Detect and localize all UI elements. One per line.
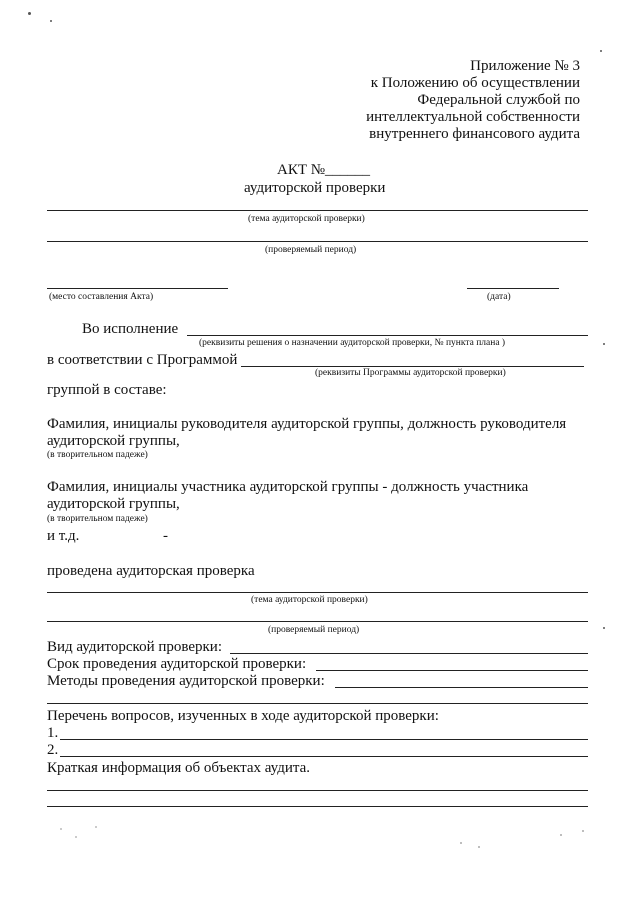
methods-label: Методы проведения аудиторской проверки: bbox=[47, 673, 325, 689]
scan-speck bbox=[603, 627, 605, 629]
appendix-header bbox=[366, 58, 580, 143]
appendix-line: Федеральной службой по bbox=[417, 92, 580, 108]
scan-speck bbox=[95, 826, 97, 828]
period-hint-2: (проверяемый период) bbox=[268, 625, 360, 635]
scan-speck bbox=[460, 842, 462, 844]
type-label: Вид аудиторской проверки: bbox=[47, 639, 223, 655]
program-line[interactable] bbox=[241, 366, 584, 367]
member-hint: (в творительном падеже) bbox=[47, 514, 148, 524]
execution-hint: (реквизиты решения о назначении аудиторской проверки, № пункта плана ) bbox=[199, 338, 506, 348]
appendix-line: Приложение № 3 bbox=[470, 58, 580, 74]
term-line[interactable] bbox=[316, 670, 588, 671]
dash-mark: - bbox=[163, 528, 168, 544]
appendix-line: интеллектуальной собственности bbox=[366, 109, 580, 125]
program-hint: (реквизиты Программы аудиторской проверки) bbox=[315, 368, 506, 378]
period-hint: (проверяемый период) bbox=[265, 245, 357, 255]
group-label: группой в составе: bbox=[47, 382, 167, 398]
blank-line[interactable] bbox=[47, 703, 588, 704]
topic-line-2[interactable] bbox=[47, 592, 588, 593]
member-line1: Фамилия, инициалы участника аудиторской группы - должность участника bbox=[47, 479, 529, 495]
scan-speck bbox=[28, 12, 31, 15]
objects-line-2[interactable] bbox=[47, 806, 588, 807]
act-title: АКТ №______ bbox=[277, 162, 371, 178]
leader-hint: (в творительном падеже) bbox=[47, 450, 148, 460]
place-hint: (место составления Акта) bbox=[49, 292, 154, 302]
scan-speck bbox=[603, 343, 605, 345]
appendix-line: к Положению об осуществлении bbox=[370, 75, 580, 91]
questions-label: Перечень вопросов, изученных в ходе аудиторской проверки: bbox=[47, 708, 439, 724]
scan-speck bbox=[478, 846, 480, 848]
scan-speck bbox=[582, 830, 584, 832]
date-line[interactable] bbox=[467, 288, 559, 289]
period-line-2[interactable] bbox=[47, 621, 588, 622]
term-label: Срок проведения аудиторской проверки: bbox=[47, 656, 307, 672]
topic-hint-2: (тема аудиторской проверки) bbox=[251, 595, 368, 605]
topic-hint: (тема аудиторской проверки) bbox=[248, 214, 365, 224]
program-label: в соответствии с Программой bbox=[47, 352, 238, 368]
question-1: 1. bbox=[47, 725, 59, 741]
leader-line1: Фамилия, инициалы руководителя аудиторской группы, должность руководителя bbox=[47, 416, 567, 432]
objects-line-1[interactable] bbox=[47, 790, 588, 791]
leader-line2: аудиторской группы, bbox=[47, 433, 180, 449]
place-line[interactable] bbox=[47, 288, 228, 289]
scan-speck bbox=[50, 20, 52, 22]
objects-label: Краткая информация об объектах аудита. bbox=[47, 760, 311, 776]
conducted-label: проведена аудиторская проверка bbox=[47, 563, 255, 579]
execution-line[interactable] bbox=[187, 335, 588, 336]
question-1-line[interactable] bbox=[60, 739, 588, 740]
methods-line[interactable] bbox=[335, 687, 588, 688]
member-line2: аудиторской группы, bbox=[47, 496, 180, 512]
act-subtitle: аудиторской проверки bbox=[244, 180, 386, 196]
scan-speck bbox=[600, 50, 602, 52]
scan-speck bbox=[560, 834, 562, 836]
date-hint: (дата) bbox=[487, 292, 511, 302]
type-line[interactable] bbox=[230, 653, 588, 654]
appendix-line: внутреннего финансового аудита bbox=[369, 126, 580, 142]
question-2: 2. bbox=[47, 742, 59, 758]
topic-line[interactable] bbox=[47, 210, 588, 211]
period-line[interactable] bbox=[47, 241, 588, 242]
question-2-line[interactable] bbox=[60, 756, 588, 757]
scan-speck bbox=[60, 828, 62, 830]
etc-label: и т.д. bbox=[47, 528, 80, 544]
execution-label: Во исполнение bbox=[82, 321, 179, 337]
scan-speck bbox=[75, 836, 77, 838]
